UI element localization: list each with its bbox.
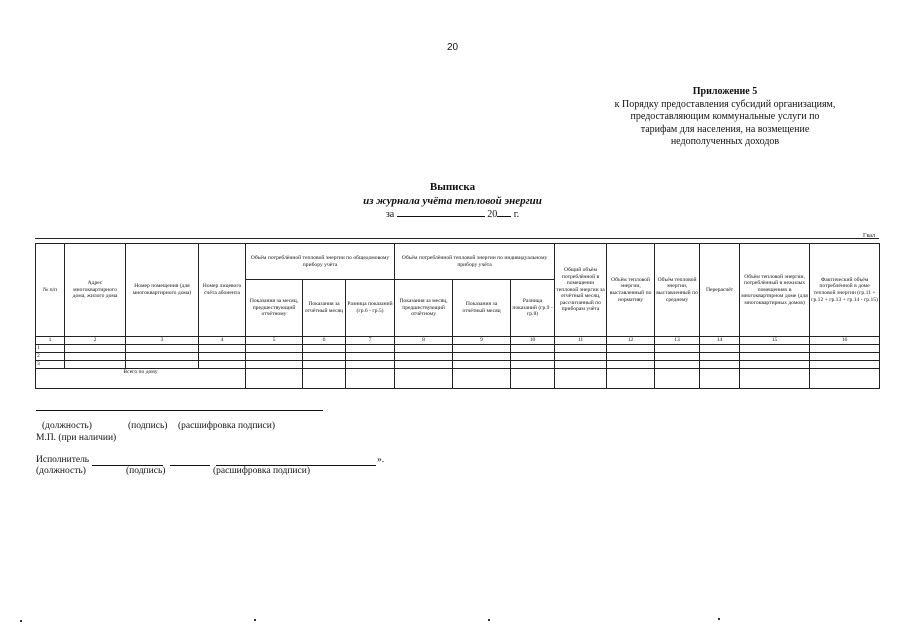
header-cur-reading: Показания за отчётный месяц xyxy=(303,280,346,337)
column-number: 10 xyxy=(511,337,555,345)
scan-speck xyxy=(20,620,22,622)
signature-decode-label: (расшифровка подписи) xyxy=(178,421,275,431)
scan-speck xyxy=(718,618,720,620)
column-number: 12 xyxy=(607,337,655,345)
column-number: 9 xyxy=(453,337,511,345)
executor-end: ». xyxy=(377,455,385,465)
header-account: Номер лицевого счёта абонента xyxy=(199,244,246,337)
table-row xyxy=(36,353,880,361)
column-number: 1 xyxy=(36,337,65,345)
header-individual-meter: Объём потреблённой тепловой энергии по индивидуальному прибору учёта xyxy=(395,244,555,280)
period-suffix: г. xyxy=(513,209,520,220)
column-number: 5 xyxy=(246,337,303,345)
appendix-block xyxy=(585,86,865,149)
document-subtitle: из журнала учёта тепловой энергии xyxy=(363,195,542,207)
column-number: 8 xyxy=(395,337,453,345)
signature-sign-label: (подпись) xyxy=(128,421,168,431)
header-prev-reading-ind: Показания за месяц, предшествующий отчётному xyxy=(395,280,453,337)
column-number: 15 xyxy=(740,337,810,345)
appendix-line: предоставляющим коммунальные услуги по xyxy=(630,111,820,122)
column-number: 14 xyxy=(700,337,740,345)
period-year: 20 xyxy=(487,209,498,220)
header-by-average: Объём тепловой энергии, выставленный по среднему xyxy=(655,244,700,337)
executor-label: Исполнитель xyxy=(36,455,90,465)
total-row xyxy=(36,369,880,389)
total-label: Всего по дому xyxy=(36,369,246,389)
row-number: 3 xyxy=(36,361,65,369)
column-number: 7 xyxy=(346,337,395,345)
header-recalc: Перерасчёт xyxy=(700,244,740,337)
header-common-meter: Объём потреблённой тепловой энергии по общедомовому прибору учёта xyxy=(246,244,395,280)
column-number: 11 xyxy=(555,337,607,345)
header-actual: Фактический объём потреблённой в доме тепловой энергии (гр.11 + гр.12 + гр.13 + гр.14 - гр.15) xyxy=(810,244,880,337)
scan-speck xyxy=(254,619,256,621)
appendix-line: тарифам для населения, на возмещение xyxy=(640,123,810,135)
column-number: 2 xyxy=(65,337,126,345)
executor-decode-line xyxy=(216,455,376,466)
document-period xyxy=(0,209,905,220)
signature-position-label: (должность) xyxy=(42,421,92,431)
header-diff-ind: Разница показаний (гр.9 - гр.8) xyxy=(511,280,555,337)
appendix-title: Приложение 5 xyxy=(692,86,758,97)
row-number: 1 xyxy=(36,345,65,353)
scan-specks xyxy=(18,617,888,623)
header-cur-reading-ind: Показания за отчётный месяц xyxy=(453,280,511,337)
journal-table xyxy=(35,243,880,389)
document-title: Выписка xyxy=(429,181,476,193)
column-number: 4 xyxy=(199,337,246,345)
period-blank xyxy=(397,216,485,217)
header-address: Адрес многоквартирного дома, жилого дома xyxy=(65,244,126,337)
header-diff-common: Разница показаний (гр.6 - гр.5) xyxy=(346,280,395,337)
table-row xyxy=(36,361,880,369)
table-row xyxy=(36,345,880,353)
column-number: 3 xyxy=(126,337,199,345)
header-prev-reading: Показания за месяц, предшествующий отчётному xyxy=(246,280,303,337)
executor-position-line xyxy=(92,455,163,466)
units-label: Гкал xyxy=(862,233,875,239)
header-by-norm: Объём тепловой энергии, выставленный по нормативу xyxy=(607,244,655,337)
signature-line xyxy=(36,410,323,411)
column-number: 13 xyxy=(655,337,700,345)
column-number: 6 xyxy=(303,337,346,345)
row-number: 2 xyxy=(36,353,65,361)
executor-decode-label: (расшифровка подписи) xyxy=(213,466,310,476)
appendix-line: недополученных доходов xyxy=(670,136,780,147)
executor-position-label: (должность) xyxy=(36,466,86,476)
stamp-label: М.П. (при наличии) xyxy=(36,433,117,443)
header-non-residential: Объём тепловой энергии, потреблённый в нежилых помещениях в многоквартирном доме (для многоквартирных домов) xyxy=(740,244,810,337)
header-num: № п/п xyxy=(36,244,65,337)
column-number: 16 xyxy=(810,337,880,345)
header-total-premises: Общий объём потреблённой в помещении тепловой энергии за отчётный месяц, рассчитанный по приборам учёта xyxy=(555,244,607,337)
page-number: 20 xyxy=(446,42,459,53)
appendix-line: к Порядку предоставления субсидий организациям, xyxy=(614,98,836,110)
column-numbers-row xyxy=(36,337,880,345)
table-top-rule xyxy=(35,238,879,239)
header-premises: Номер помещения (для многоквартирного дома) xyxy=(126,244,199,337)
period-prefix: за xyxy=(385,209,395,220)
executor-sign-line xyxy=(170,455,210,466)
executor-sign-label: (подпись) xyxy=(126,466,166,476)
period-year-blank xyxy=(497,216,511,217)
scan-speck xyxy=(488,619,490,621)
